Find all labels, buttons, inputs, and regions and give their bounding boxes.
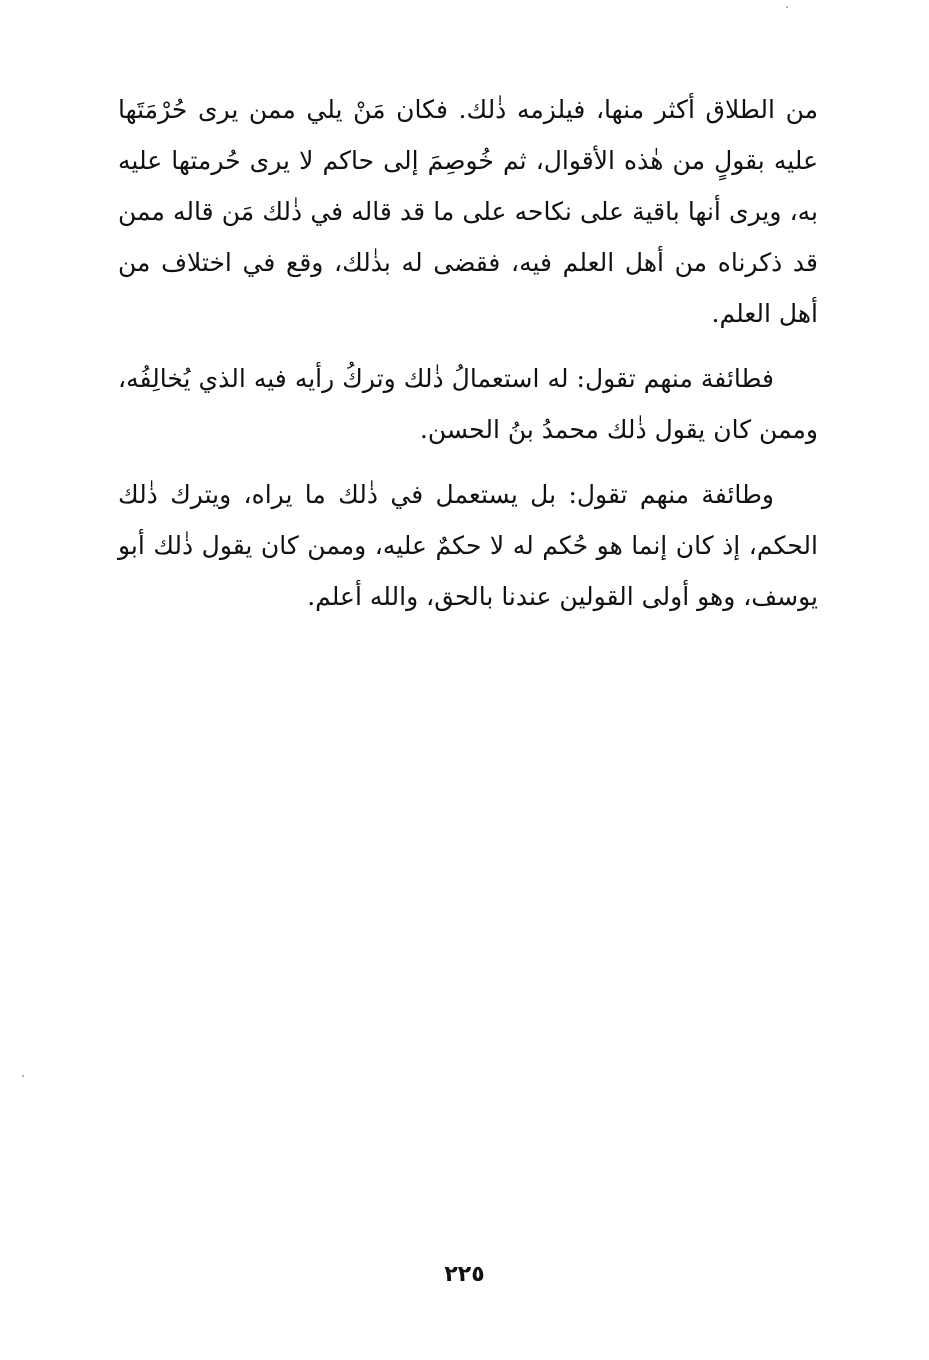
scan-speck [22,1075,24,1077]
body-text [118,84,818,622]
page-number: ٢٢٥ [444,1262,485,1287]
paragraph-1: من الطلاق أكثر منها، فيلزمه ذٰلك. فكان مَنْ يلي ممن يرى حُرْمَتَها عليه بقولٍ من هٰذه الأقوال، ثم خُوصِمَ إلى حاكم لا يرى حُرمتها عليه به، ويرى أنها باقية على نكاحه على ما قد قاله في ذٰلك مَن قاله ممن قد ذكرناه من أهل العلم فيه، فقضى له بذٰلك، وقع في اختلاف من أهل العلم. [118,95,818,328]
scan-speck [786,6,788,8]
paragraph-2: فطائفة منهم تقول: له استعمالُ ذٰلك وتركُ رأيه فيه الذي يُخالِفُه، وممن كان يقول ذٰلك محمدُ بنُ الحسن. [118,364,818,444]
paragraph-3: وطائفة منهم تقول: بل يستعمل في ذٰلك ما يراه، ويترك ذٰلك الحكم، إذ كان إنما هو حُكم له لا حكمٌ عليه، وممن كان يقول ذٰلك أبو يوسف، وهو أولى القولين عندنا بالحق، والله أعلم. [118,480,818,611]
